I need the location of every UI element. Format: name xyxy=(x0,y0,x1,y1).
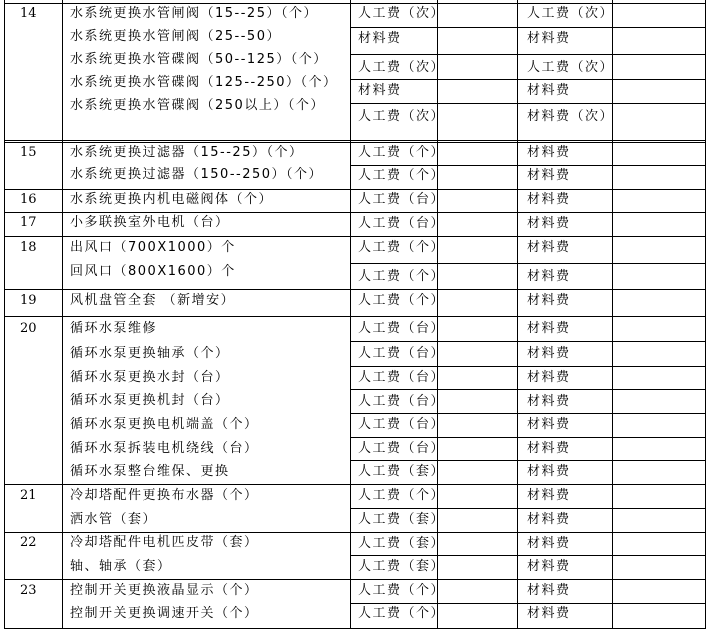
fee-label: 人工费（台） xyxy=(358,192,446,207)
fee-label-secondary: 材料费 xyxy=(527,192,571,207)
fee-label-secondary: 材料费 xyxy=(527,559,571,574)
fee-row-divider xyxy=(350,165,706,166)
fee-label-secondary: 材料费 xyxy=(527,83,571,98)
fee-label-secondary: 材料费 xyxy=(527,240,571,255)
row-number: 20 xyxy=(20,321,37,336)
fee-row-divider xyxy=(350,54,706,55)
fee-row-divider xyxy=(350,389,706,390)
fee-label-secondary: 材料费 xyxy=(527,394,571,409)
row-number: 16 xyxy=(20,192,37,207)
fee-label-secondary: 材料费 xyxy=(527,441,571,456)
fee-label-secondary: 材料费 xyxy=(527,216,571,231)
item-description: 水系统更换水管碟阀（50--125）（个） xyxy=(70,52,328,67)
row-number: 15 xyxy=(20,145,37,160)
fee-row-divider xyxy=(350,27,706,28)
item-description: 风机盘管全套 （新增安） xyxy=(70,293,236,308)
fee-label-secondary: 材料费 xyxy=(527,512,571,527)
item-description: 水系统更换水管碟阀（250以上）（个） xyxy=(70,98,325,113)
fee-row-divider xyxy=(350,437,706,438)
fee-label-secondary: 材料费（次） xyxy=(527,109,615,124)
fee-label: 人工费（套） xyxy=(358,559,446,574)
fee-label-secondary: 材料费 xyxy=(527,370,571,385)
fee-label-secondary: 材料费 xyxy=(527,145,571,160)
group-border xyxy=(4,532,706,533)
item-description: 控制开关更换液晶显示（个） xyxy=(70,583,259,598)
item-description: 小多联换室外电机（台） xyxy=(70,215,230,230)
fee-label: 人工费（台） xyxy=(358,321,446,336)
table-border-left xyxy=(4,0,5,629)
fee-label: 材料费 xyxy=(358,31,402,46)
item-description: 循环水泵更换机封（台） xyxy=(70,393,230,408)
fee-row-divider xyxy=(350,263,706,264)
group-border xyxy=(4,140,706,141)
fee-label-secondary: 材料费 xyxy=(527,606,571,621)
fee-label: 人工费（次） xyxy=(358,60,446,75)
fee-row-divider xyxy=(350,103,706,104)
row-number: 23 xyxy=(20,583,37,598)
table-column-divider xyxy=(350,0,351,629)
item-description: 冷却塔配件电机匹皮带（套） xyxy=(70,535,259,550)
row-number: 22 xyxy=(20,535,37,550)
fee-label: 人工费（台） xyxy=(358,441,446,456)
item-description: 循环水泵更换水封（台） xyxy=(70,370,230,385)
item-description: 冷却塔配件更换布水器（个） xyxy=(70,488,259,503)
group-border xyxy=(4,579,706,580)
item-description: 水系统更换水管碟阀（125--250）（个） xyxy=(70,75,338,90)
fee-row-divider xyxy=(350,341,706,342)
item-description: 水系统更换内机电磁阀体（个） xyxy=(70,192,274,207)
fee-label: 人工费（套） xyxy=(358,464,446,479)
fee-label-secondary: 人工费（次） xyxy=(527,6,615,21)
fee-label-secondary: 材料费 xyxy=(527,488,571,503)
fee-label: 人工费（个） xyxy=(358,293,446,308)
fee-label: 人工费（个） xyxy=(358,145,446,160)
item-description: 循环水泵更换电机端盖（个） xyxy=(70,417,259,432)
item-description: 水系统更换过滤器（15--25）（个） xyxy=(70,145,304,160)
group-border xyxy=(4,3,706,4)
table-column-divider xyxy=(612,0,613,629)
fee-label: 人工费（个） xyxy=(358,583,446,598)
fee-label-secondary: 材料费 xyxy=(527,536,571,551)
item-description: 循环水泵拆装电机绕线（台） xyxy=(70,441,259,456)
table-column-divider xyxy=(517,0,518,629)
item-description: 循环水泵整台维保、更换 xyxy=(70,464,230,479)
fee-label: 人工费（次） xyxy=(358,6,446,21)
fee-row-divider xyxy=(350,366,706,367)
fee-row-divider xyxy=(350,508,706,509)
fee-label-secondary: 材料费 xyxy=(527,346,571,361)
item-description: 控制开关更换调速开关（个） xyxy=(70,606,259,621)
row-number: 17 xyxy=(20,215,37,230)
fee-row-divider xyxy=(350,603,706,604)
group-border xyxy=(4,236,706,237)
group-border xyxy=(4,212,706,213)
fee-label: 材料费 xyxy=(358,83,402,98)
item-description: 水系统更换水管闸阀（15--25）（个） xyxy=(70,6,318,21)
item-description: 洒水管（套） xyxy=(70,512,158,527)
row-number: 18 xyxy=(20,240,37,255)
fee-label: 人工费（次） xyxy=(358,109,446,124)
table-column-divider xyxy=(437,0,438,629)
group-border xyxy=(4,316,706,317)
item-description: 出风口（700X1000）个 xyxy=(70,240,236,255)
item-description: 回风口（800X1600）个 xyxy=(70,264,236,279)
item-description: 水系统更换过滤器（150--250）（个） xyxy=(70,167,324,182)
fee-label: 人工费（个） xyxy=(358,606,446,621)
item-description: 水系统更换水管闸阀（25--50） xyxy=(70,29,281,44)
table-border-right xyxy=(705,0,706,629)
fee-label-secondary: 材料费 xyxy=(527,321,571,336)
fee-label-secondary: 材料费 xyxy=(527,464,571,479)
group-border xyxy=(4,484,706,485)
fee-label-secondary: 人工费（次） xyxy=(527,60,615,75)
fee-label: 人工费（台） xyxy=(358,346,446,361)
fee-label-secondary: 材料费 xyxy=(527,269,571,284)
row-number: 14 xyxy=(20,6,37,21)
fee-label: 人工费（套） xyxy=(358,512,446,527)
row-number: 21 xyxy=(20,488,37,503)
fee-label: 人工费（台） xyxy=(358,417,446,432)
item-description: 轴、轴承（套） xyxy=(70,559,172,574)
fee-label: 人工费（个） xyxy=(358,488,446,503)
fee-label-secondary: 材料费 xyxy=(527,31,571,46)
group-border xyxy=(4,189,706,190)
fee-label: 人工费（台） xyxy=(358,394,446,409)
fee-label: 人工费（个） xyxy=(358,168,446,183)
fee-label: 人工费（个） xyxy=(358,240,446,255)
item-description: 循环水泵维修 xyxy=(70,321,158,336)
fee-label-secondary: 材料费 xyxy=(527,583,571,598)
fee-label-secondary: 材料费 xyxy=(527,168,571,183)
fee-row-divider xyxy=(350,555,706,556)
fee-row-divider xyxy=(350,460,706,461)
table-column-divider xyxy=(62,0,63,629)
fee-label: 人工费（台） xyxy=(358,370,446,385)
item-description: 循环水泵更换轴承（个） xyxy=(70,346,230,361)
group-border xyxy=(4,289,706,290)
fee-row-divider xyxy=(350,413,706,414)
fee-label: 人工费（个） xyxy=(358,269,446,284)
group-border xyxy=(4,142,706,143)
row-number: 19 xyxy=(20,293,37,308)
fee-label: 人工费（台） xyxy=(358,216,446,231)
fee-label-secondary: 材料费 xyxy=(527,293,571,308)
fee-label: 人工费（套） xyxy=(358,536,446,551)
fee-label-secondary: 材料费 xyxy=(527,417,571,432)
fee-row-divider xyxy=(350,79,706,80)
